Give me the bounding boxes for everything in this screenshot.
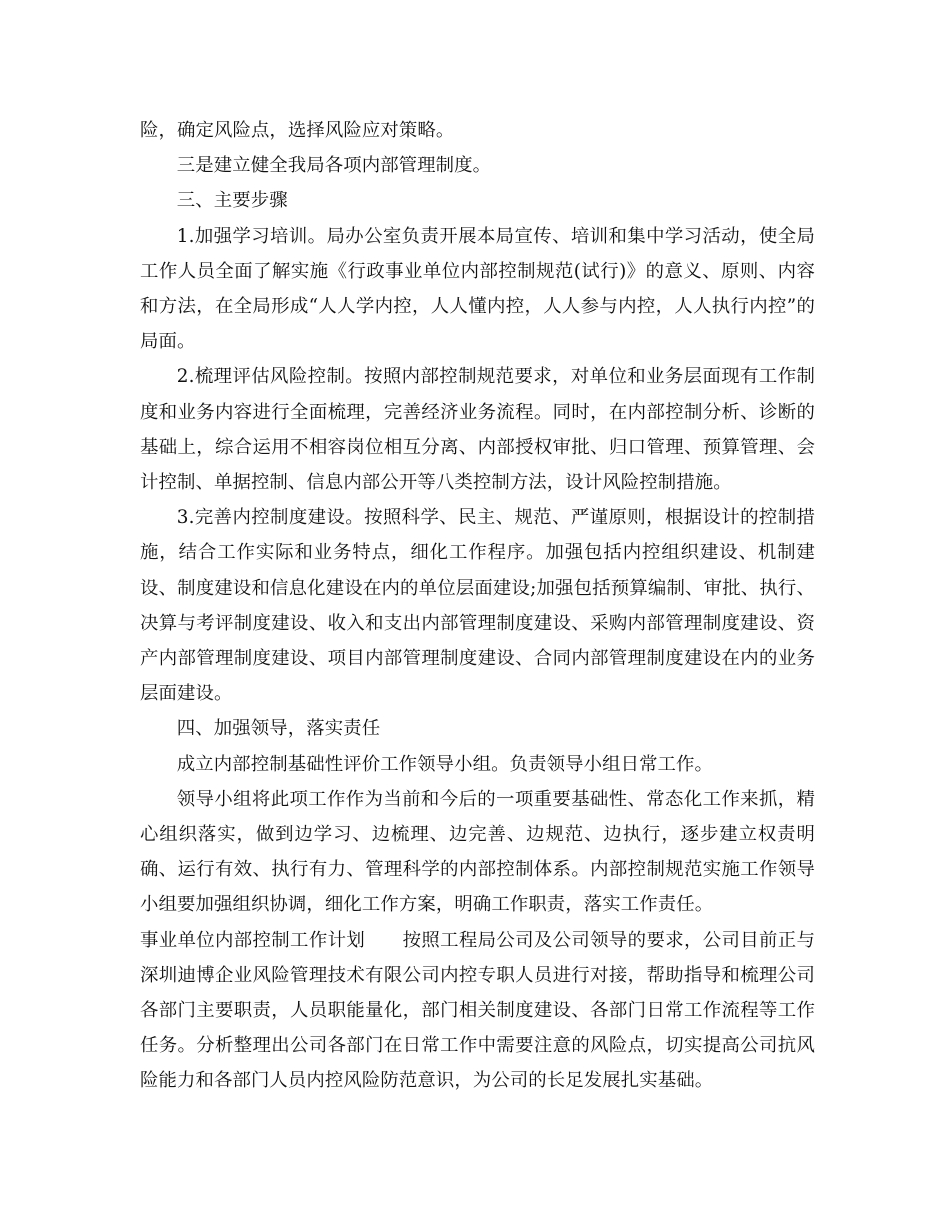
paragraph-management-system: 三是建立健全我局各项内部管理制度。 [176, 155, 492, 177]
paragraph-step-1-training: 1.加强学习培训。局办公室负责开展本局宣传、培训和集中学习活动，使全局工作人员全面了解实施《行政事业单位内部控制规范(试行)》的意义、原则、内容和方法，在全局形成“人人学内控，人人懂内控，人人参与内控，人人执行内控”的局面。 [140, 225, 815, 353]
paragraph-risk-strategy: 险，确定风险点，选择风险应对策略。 [140, 120, 455, 141]
paragraph-step-2-risk-control: 2.梳理评估风险控制。按照内部控制规范要求，对单位和业务层面现有工作制度和业务内容进行全面梳理，完善经济业务流程。同时，在内部控制分析、诊断的基础上，综合运用不相容岗位相互分离、内部授权审批、归口管理、预算管理、会计控制、单据控制、信息内部公开等八类控制方法，设计风险控制措施。 [140, 366, 815, 494]
paragraph-leading-group: 成立内部控制基础性评价工作领导小组。负责领导小组日常工作。 [176, 753, 714, 775]
section-heading-leadership: 四、加强领导，落实责任 [176, 718, 381, 740]
section-heading-main-steps: 三、主要步骤 [176, 190, 288, 212]
paragraph-leading-group-duties: 领导小组将此项工作作为当前和今后的一项重要基础性、常态化工作来抓，精心组织落实，做到边学习、边梳理、边完善、边规范、边执行，逐步建立权责明确、运行有效、执行有力、管理科学的内部控制体系。内部控制规范实施工作领导小组要加强组织协调，细化工作方案，明确工作职责，落实工作责任。 [140, 788, 815, 916]
paragraph-step-3-system-building: 3.完善内控制度建设。按照科学、民主、规范、严谨原则，根据设计的控制措施，结合工作实际和业务特点，细化工作程序。加强包括内控组织建设、机制建设、制度建设和信息化建设在内的单位层面建设;加强包括预算编制、审批、执行、决算与考评制度建设、收入和支出内部管理制度建设、采购内部管理制度建设、资产内部管理制度建设、项目内部管理制度建设、合同内部管理制度建设在内的业务层面建设。 [140, 507, 815, 705]
paragraph-work-plan: 事业单位内部控制工作计划 按照工程局公司及公司领导的要求，公司目前正与深圳迪博企业风险管理技术有限公司内控专职人员进行对接，帮助指导和梳理公司各部门主要职责，人员职能量化，部门相关制度建设、各部门日常工作流程等工作任务。分析整理出公司各部门在日常工作中需要注意的风险点，切实提高公司抗风险能力和各部门人员内控风险防范意识，为公司的长足发展扎实基础。 [140, 929, 815, 1092]
document-body [140, 113, 815, 1099]
